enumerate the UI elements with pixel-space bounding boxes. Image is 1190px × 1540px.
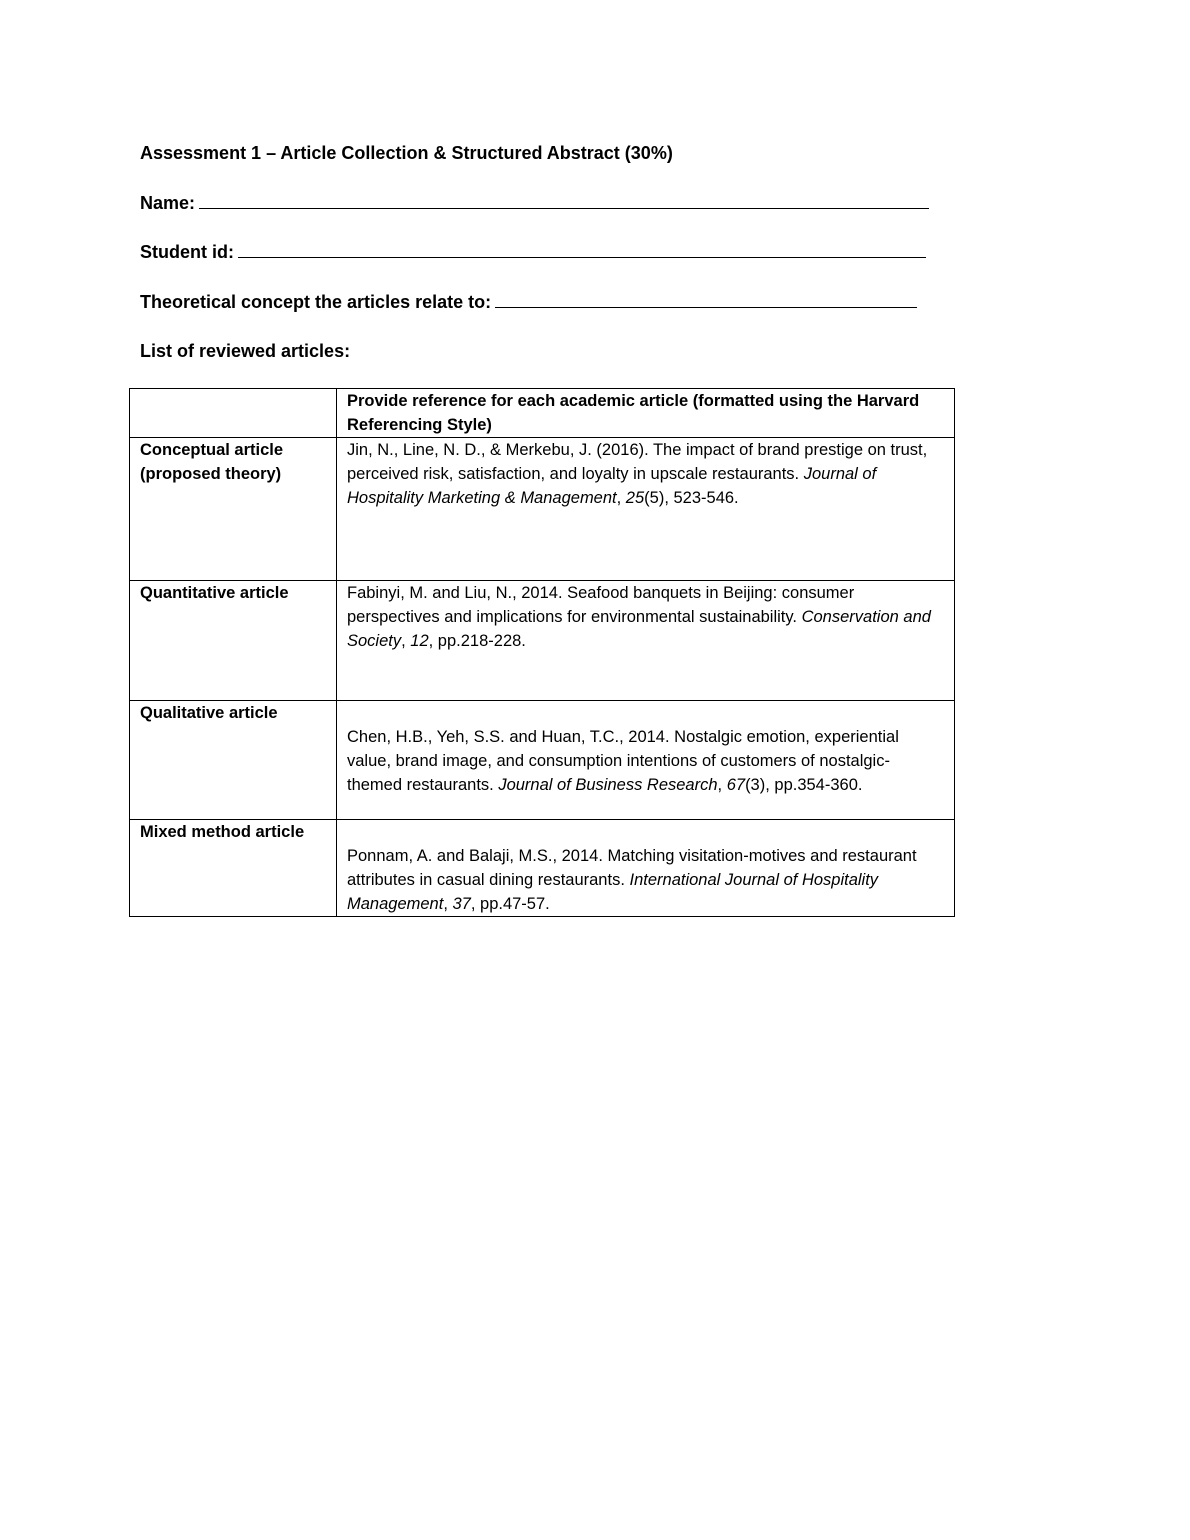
reference-cell [337,820,955,917]
name-label: Name: [140,193,196,213]
table-row [130,820,955,917]
table-row [130,581,955,701]
reference-text: Ponnam, A. and Balaji, M.S., 2014. Matching visitation-motives and restaurant attributes in casual dining restaurants. [347,847,917,889]
concept-label: Theoretical concept the articles relate to: [140,292,492,312]
name-field-row [140,192,929,214]
concept-field-blank[interactable] [495,291,917,308]
journal-volume: 37 [452,895,471,913]
reference-cell [337,581,955,701]
reference-separator: , [401,632,411,650]
articles-table [129,388,955,917]
reference-separator: , [616,489,626,507]
journal-volume: 67 [726,776,746,794]
reference-pages: , pp.218-228. [428,632,526,650]
student-id-label: Student id: [140,242,234,262]
table-header-row [130,389,955,438]
row-label-quantitative: Quantitative article [130,581,337,701]
journal-title: Journal of Hospitality Marketing & Management [347,465,877,507]
list-heading: List of reviewed articles: [140,341,351,361]
reference-cell [337,438,955,581]
reference-separator: , [717,776,727,794]
concept-field-row [140,291,917,313]
journal-title: Conservation and Society [347,608,931,650]
reference-pages: (5), 523-546. [644,489,739,507]
table-row [130,701,955,820]
reference-text: Fabinyi, M. and Liu, N., 2014. Seafood banquets in Beijing: consumer perspectives and implications for environmental sustainability. [347,584,855,626]
reference-pages: (3), pp.354-360. [745,776,863,794]
reference-text: Chen, H.B., Yeh, S.S. and Huan, T.C., 2014. Nostalgic emotion, experiential value, brand image, and consumption intentions of customers of nostalgic-themed restaurants. [347,728,899,794]
row-label-mixed-method: Mixed method article [130,820,337,917]
name-field-blank[interactable] [199,192,929,209]
journal-title: Journal of Business Research [498,776,718,794]
reference-separator: , [443,895,453,913]
reference-cell [337,701,955,820]
student-id-field-blank[interactable] [238,241,926,258]
reference-pages: , pp.47-57. [470,895,550,913]
student-id-field-row [140,241,926,263]
row-label-qualitative: Qualitative article [130,701,337,820]
assessment-title: Assessment 1 – Article Collection & Structured Abstract (30%) [140,143,673,163]
journal-volume: 12 [410,632,429,650]
header-reference-cell: Provide reference for each academic article (formatted using the Harvard Referencing Style) [337,389,955,438]
journal-volume: 25 [625,489,645,507]
row-label-conceptual: Conceptual article (proposed theory) [130,438,337,581]
header-blank-cell [130,389,337,438]
table-row [130,438,955,581]
reference-text: Jin, N., Line, N. D., & Merkebu, J. (2016). The impact of brand prestige on trust, perceived risk, satisfaction, and loyalty in upscale restaurants. [347,441,928,483]
journal-title: International Journal of Hospitality Management [347,871,879,913]
